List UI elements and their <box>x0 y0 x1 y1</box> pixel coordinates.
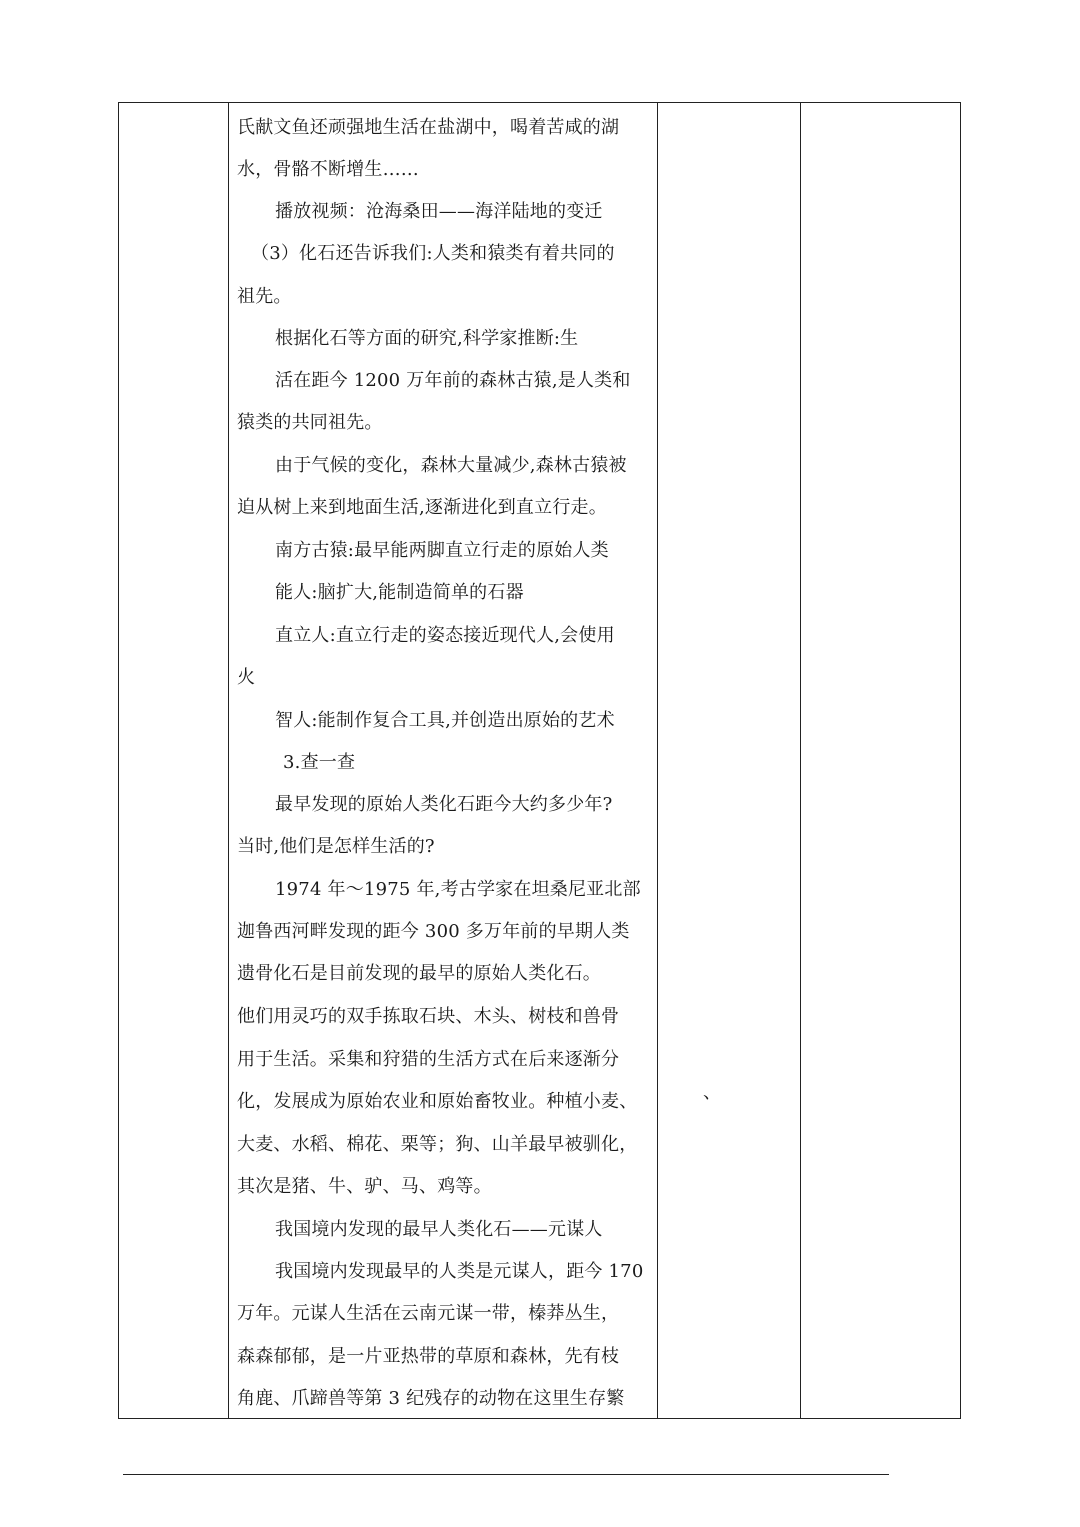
text-line: 最早发现的原始人类化石距今大约多少年? <box>275 794 613 815</box>
text-line: 用于生活。采集和狩猎的生活方式在后来逐渐分 <box>237 1049 620 1070</box>
text-line: 遗骨化石是目前发现的最早的原始人类化石。 <box>237 963 601 984</box>
text-line: 迦鲁西河畔发现的距今 300 多万年前的早期人类 <box>237 921 630 942</box>
text-line: 智人:能制作复合工具,并创造出原始的艺术 <box>275 710 615 731</box>
column-divider <box>657 103 658 1418</box>
text-line: 角鹿、爪蹄兽等第 3 纪残存的动物在这里生存繁 <box>237 1388 625 1409</box>
text-line: 森森郁郁，是一片亚热带的草原和森林，先有枝 <box>237 1346 620 1367</box>
text-line: 火 <box>237 667 256 688</box>
text-line: （3）化石还告诉我们:人类和猿类有着共同的 <box>251 243 615 264</box>
text-line: 当时,他们是怎样生活的? <box>237 836 435 857</box>
text-line: 化，发展成为原始农业和原始畜牧业。种植小麦、 <box>237 1091 638 1112</box>
text-line: 3.查一查 <box>283 752 356 773</box>
text-line: 猿类的共同祖先。 <box>237 412 383 433</box>
text-line: 我国境内发现的最早人类化石——元谋人 <box>275 1219 603 1240</box>
text-line: 播放视频：沧海桑田——海洋陆地的变迁 <box>275 201 603 222</box>
text-line: 直立人:直立行走的姿态接近现代人,会使用 <box>275 625 615 646</box>
text-line: 他们用灵巧的双手拣取石块、木头、树枝和兽骨 <box>237 1006 620 1027</box>
text-line: 万年。元谋人生活在云南元谋一带，榛莽丛生， <box>237 1303 620 1324</box>
text-line: 能人:脑扩大,能制造简单的石器 <box>275 582 524 603</box>
lesson-table <box>118 102 961 1419</box>
text-line: 其次是猪、牛、驴、马、鸡等。 <box>237 1176 492 1197</box>
text-line: 水，骨骼不断增生…… <box>237 159 419 180</box>
column-divider <box>800 103 801 1418</box>
text-line: 氏献文鱼还顽强地生活在盐湖中，喝着苦咸的湖 <box>237 117 620 138</box>
text-line: 我国境内发现最早的人类是元谋人，距今 170 <box>275 1261 644 1282</box>
side-mark: 、 <box>703 1082 721 1103</box>
footer-rule <box>123 1474 889 1475</box>
text-line: 根据化石等方面的研究,科学家推断:生 <box>275 328 579 349</box>
text-line: 活在距今 1200 万年前的森林古猿,是人类和 <box>275 370 631 391</box>
text-line: 大麦、水稻、棉花、栗等；狗、山羊最早被驯化， <box>237 1134 638 1155</box>
text-line: 迫从树上来到地面生活,逐渐进化到直立行走。 <box>237 497 607 518</box>
text-line: 由于气候的变化，森林大量减少,森林古猿被 <box>275 455 627 476</box>
text-line: 1974 年～1975 年,考古学家在坦桑尼亚北部 <box>275 879 641 900</box>
text-line: 祖先。 <box>237 286 292 307</box>
text-line: 南方古猿:最早能两脚直立行走的原始人类 <box>275 540 609 561</box>
lesson-content-cell <box>229 103 657 1418</box>
